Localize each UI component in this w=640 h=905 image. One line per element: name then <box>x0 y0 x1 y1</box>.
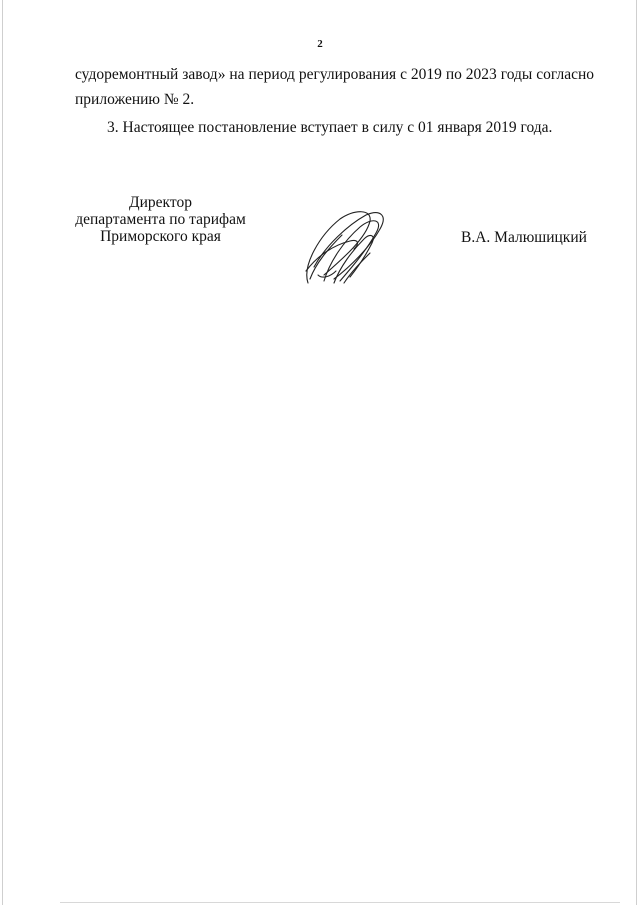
scan-edge-right <box>636 0 637 905</box>
position-line-1: Директор <box>129 194 192 211</box>
handwritten-signature <box>300 205 390 287</box>
body-line-2: приложению № 2. <box>75 91 195 108</box>
signatory-position <box>68 194 253 245</box>
position-line-3: Приморского края <box>100 228 221 245</box>
scan-edge-left <box>2 0 3 905</box>
body-line-1: судоремонтный завод» на период регулирования с 2019 по 2023 годы согласно <box>75 66 594 83</box>
position-line-2: департамента по тарифам <box>75 211 246 228</box>
signer-name: В.А. Малюшицкий <box>461 229 587 246</box>
item-3-paragraph: 3. Настоящее постановление вступает в силу с 01 января 2019 года. <box>107 119 553 136</box>
page-number: 2 <box>317 38 323 50</box>
scan-edge-bottom <box>60 902 620 903</box>
